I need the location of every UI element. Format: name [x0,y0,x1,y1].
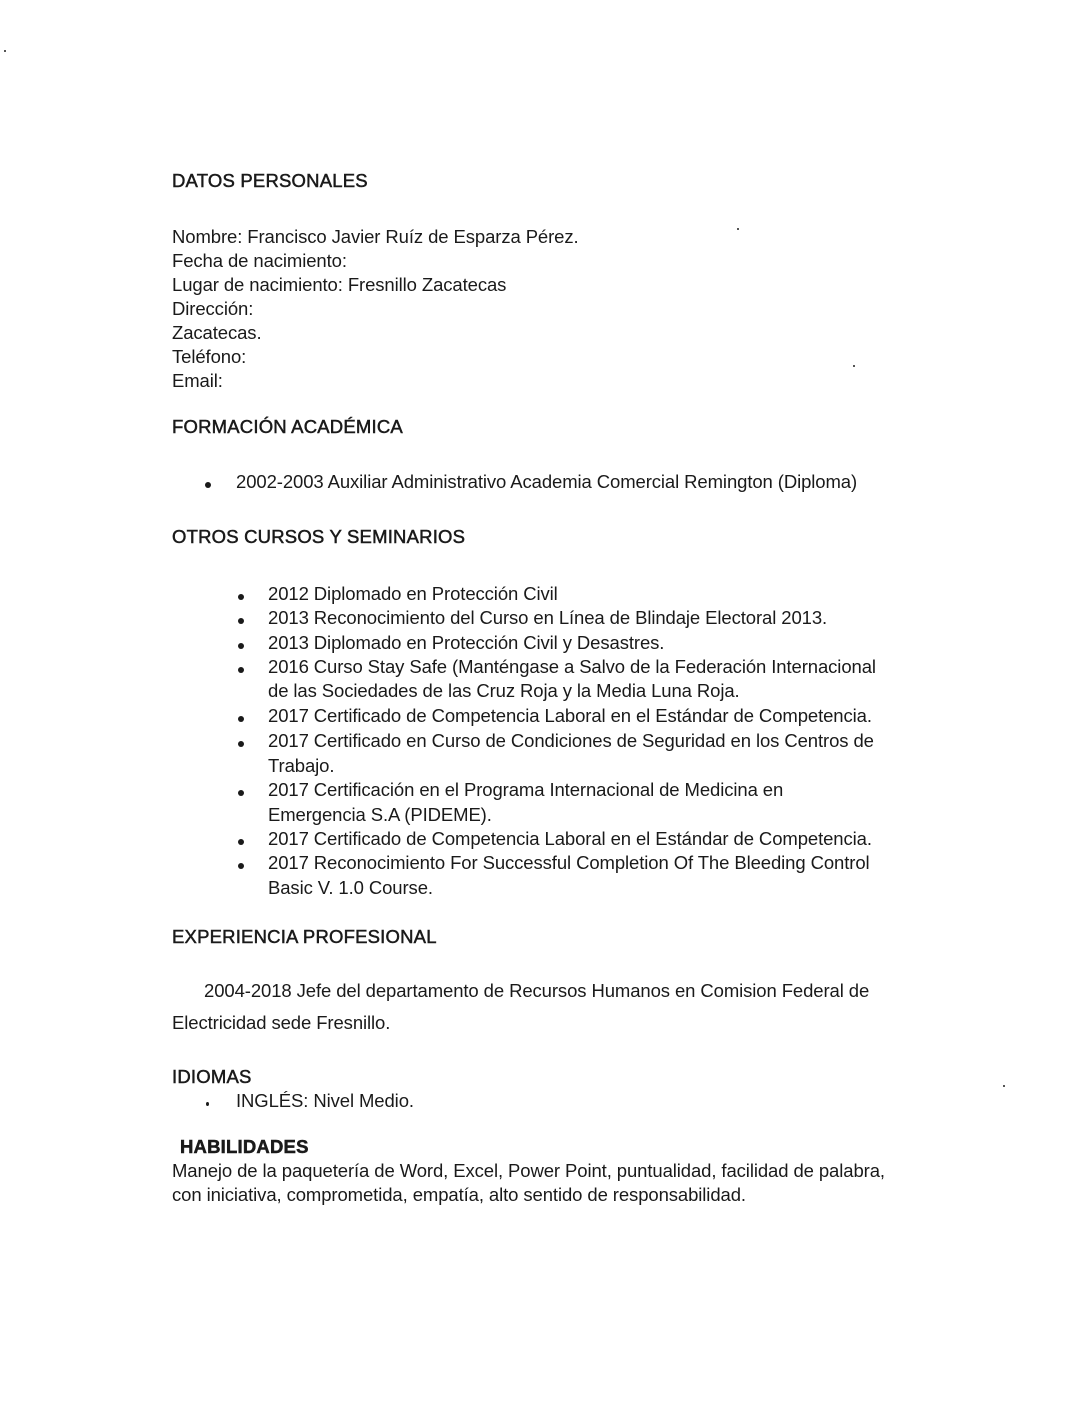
personal-birthdate: Fecha de nacimiento: [172,250,347,271]
personal-phone: Teléfono: [172,346,247,367]
bullet-icon [238,839,244,845]
course-item-continued: Trabajo. [268,755,335,776]
bullet-icon [238,667,244,673]
bullet-icon [206,1102,209,1106]
bullet-icon [238,643,244,649]
course-item: 2017 Certificado de Competencia Laboral en el Estándar de Competencia. [268,705,872,726]
personal-city: Zacatecas. [172,322,262,343]
experience-line: 2004-2018 Jefe del departamento de Recursos Humanos en Comision Federal de [204,980,870,1001]
course-item-continued: Emergencia S.A (PIDEME). [268,804,492,825]
skills-line: con iniciativa, comprometida, empatía, alto sentido de responsabilidad. [172,1184,746,1205]
bullet-icon [238,716,244,722]
section-heading-education: FORMACIÓN ACADÉMICA [172,416,403,437]
scan-speck [737,228,739,230]
experience-line: Electricidad sede Fresnillo. [172,1012,391,1033]
bullet-icon [238,790,244,796]
scan-speck [1003,1085,1005,1087]
language-item: INGLÉS: Nivel Medio. [236,1090,414,1111]
course-item: 2017 Certificado en Curso de Condiciones de Seguridad en los Centros de [268,730,874,751]
course-item-continued: Basic V. 1.0 Course. [268,877,433,898]
course-item: 2013 Diplomado en Protección Civil y Desastres. [268,632,665,653]
section-heading-courses: OTROS CURSOS Y SEMINARIOS [172,526,466,547]
bullet-icon [238,863,244,869]
skills-line: Manejo de la paquetería de Word, Excel, Power Point, puntualidad, facilidad de palabra, [172,1160,885,1181]
course-item: 2017 Certificación en el Programa Internacional de Medicina en [268,779,784,800]
section-heading-skills: HABILIDADES [180,1136,309,1157]
bullet-icon [205,482,211,488]
scan-speck [4,50,6,52]
section-heading-personal: DATOS PERSONALES [172,170,368,191]
bullet-icon [238,594,244,600]
course-item: 2013 Reconocimiento del Curso en Línea de Blindaje Electoral 2013. [268,607,828,628]
personal-birthplace: Lugar de nacimiento: Fresnillo Zacatecas [172,274,507,295]
personal-name: Nombre: Francisco Javier Ruíz de Esparza Pérez. [172,226,579,247]
section-heading-languages: IDIOMAS [172,1066,252,1087]
education-item: 2002-2003 Auxiliar Administrativo Academia Comercial Remington (Diploma) [236,471,858,492]
course-item: 2017 Certificado de Competencia Laboral en el Estándar de Competencia. [268,828,872,849]
scan-speck [853,365,855,367]
course-item-continued: de las Sociedades de las Cruz Roja y la Media Luna Roja. [268,680,740,701]
course-item: 2016 Curso Stay Safe (Manténgase a Salvo de la Federación Internacional [268,656,876,677]
personal-address: Dirección: [172,298,254,319]
course-item: 2012 Diplomado en Protección Civil [268,583,558,604]
bullet-icon [238,618,244,624]
course-item: 2017 Reconocimiento For Successful Completion Of The Bleeding Control [268,852,870,873]
bullet-icon [238,741,244,747]
personal-email: Email: [172,370,223,391]
section-heading-experience: EXPERIENCIA PROFESIONAL [172,926,437,947]
